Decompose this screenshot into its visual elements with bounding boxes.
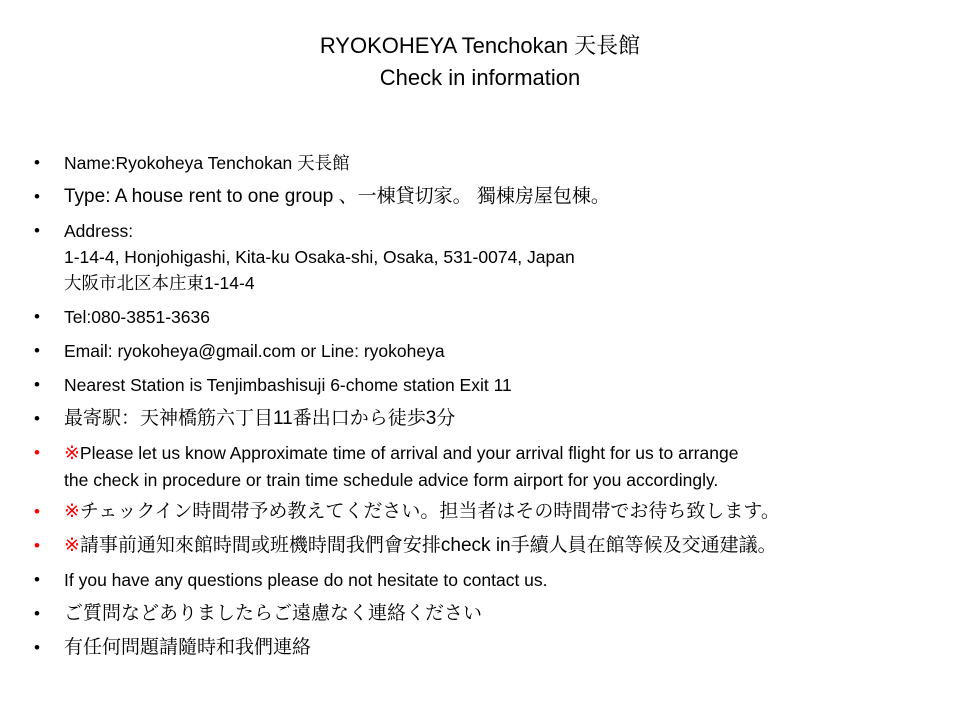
list-item-arrival-note-jp [30, 499, 950, 525]
item-text: ご質問などありましたらご遠慮なく連絡ください [64, 603, 483, 624]
item-text [64, 499, 950, 525]
reference-mark: ※ [64, 443, 80, 464]
bullet: • [34, 187, 40, 206]
bullet: • [34, 153, 40, 172]
bullet: • [34, 375, 40, 394]
list-item-contact-zh [30, 635, 950, 661]
item-text-part: Please let us know Approximate time of arrival and your arrival flight for us to arrange [79, 443, 739, 463]
list-item-station [30, 372, 950, 398]
list-item-address [30, 218, 950, 296]
item-text-part: チェックイン時間帯予め教えてください。担当者はその時間帯でお待ち致します。 [79, 501, 780, 522]
reference-mark: ※ [64, 501, 80, 522]
list-item-arrival-note-en [30, 440, 950, 493]
item-text: Address: [64, 221, 134, 241]
list-item-type [30, 184, 950, 210]
list-item-contact-jp [30, 601, 950, 627]
item-text [64, 440, 950, 467]
info-list [30, 150, 950, 669]
bullet: • [34, 221, 40, 240]
item-text: 有任何問題請隨時和我們連絡 [64, 637, 312, 658]
item-text: 1-14-4, Honjohigashi, Kita-ku Osaka-shi, Osaka, 531-0074, Japan [64, 247, 575, 267]
page-subtitle: Check in information [379, 65, 581, 90]
list-item-station-jp [30, 406, 950, 432]
item-text: Email: ryokoheya@gmail.com or Line: ryokoheya [64, 341, 445, 361]
bullet: • [34, 409, 40, 428]
bullet: • [34, 638, 40, 657]
reference-mark: ※ [64, 535, 80, 556]
item-text: Tel:080-3851-3636 [64, 307, 210, 327]
item-text: the check in procedure or train time schedule advice form airport for you accordingly. [64, 470, 719, 490]
item-text-part: 請事前通知來館時間或班機時間我們會安排check in手續人員在館等候及交通建議。 [79, 535, 777, 556]
item-text: 最寄駅：天神橋筋六丁目11番出口から徒歩3分 [64, 408, 456, 429]
list-item-email [30, 338, 950, 364]
item-text: Name:Ryokoheya Tenchokan 天長館 [64, 153, 350, 173]
list-item-tel [30, 304, 950, 330]
item-text [64, 533, 950, 559]
bullet: • [34, 307, 40, 326]
title-block [0, 30, 960, 94]
bullet: • [34, 502, 40, 521]
bullet: • [34, 536, 40, 555]
page-title: RYOKOHEYA Tenchokan 天長館 [319, 33, 641, 58]
item-text: Type: A house rent to one group 、一棟貸切家。 獨棟房屋包棟。 [64, 186, 610, 207]
bullet: • [34, 604, 40, 623]
list-item-name [30, 150, 950, 176]
item-text: 大阪市北区本庄東1-14-4 [64, 273, 255, 293]
item-text: Nearest Station is Tenjimbashisuji 6-chome station Exit 11 [64, 375, 512, 395]
item-text: If you have any questions please do not hesitate to contact us. [64, 570, 548, 590]
bullet: • [34, 341, 40, 360]
list-item-contact-en [30, 567, 950, 593]
list-item-arrival-note-zh [30, 533, 950, 559]
bullet: • [34, 443, 40, 462]
bullet: • [34, 570, 40, 589]
